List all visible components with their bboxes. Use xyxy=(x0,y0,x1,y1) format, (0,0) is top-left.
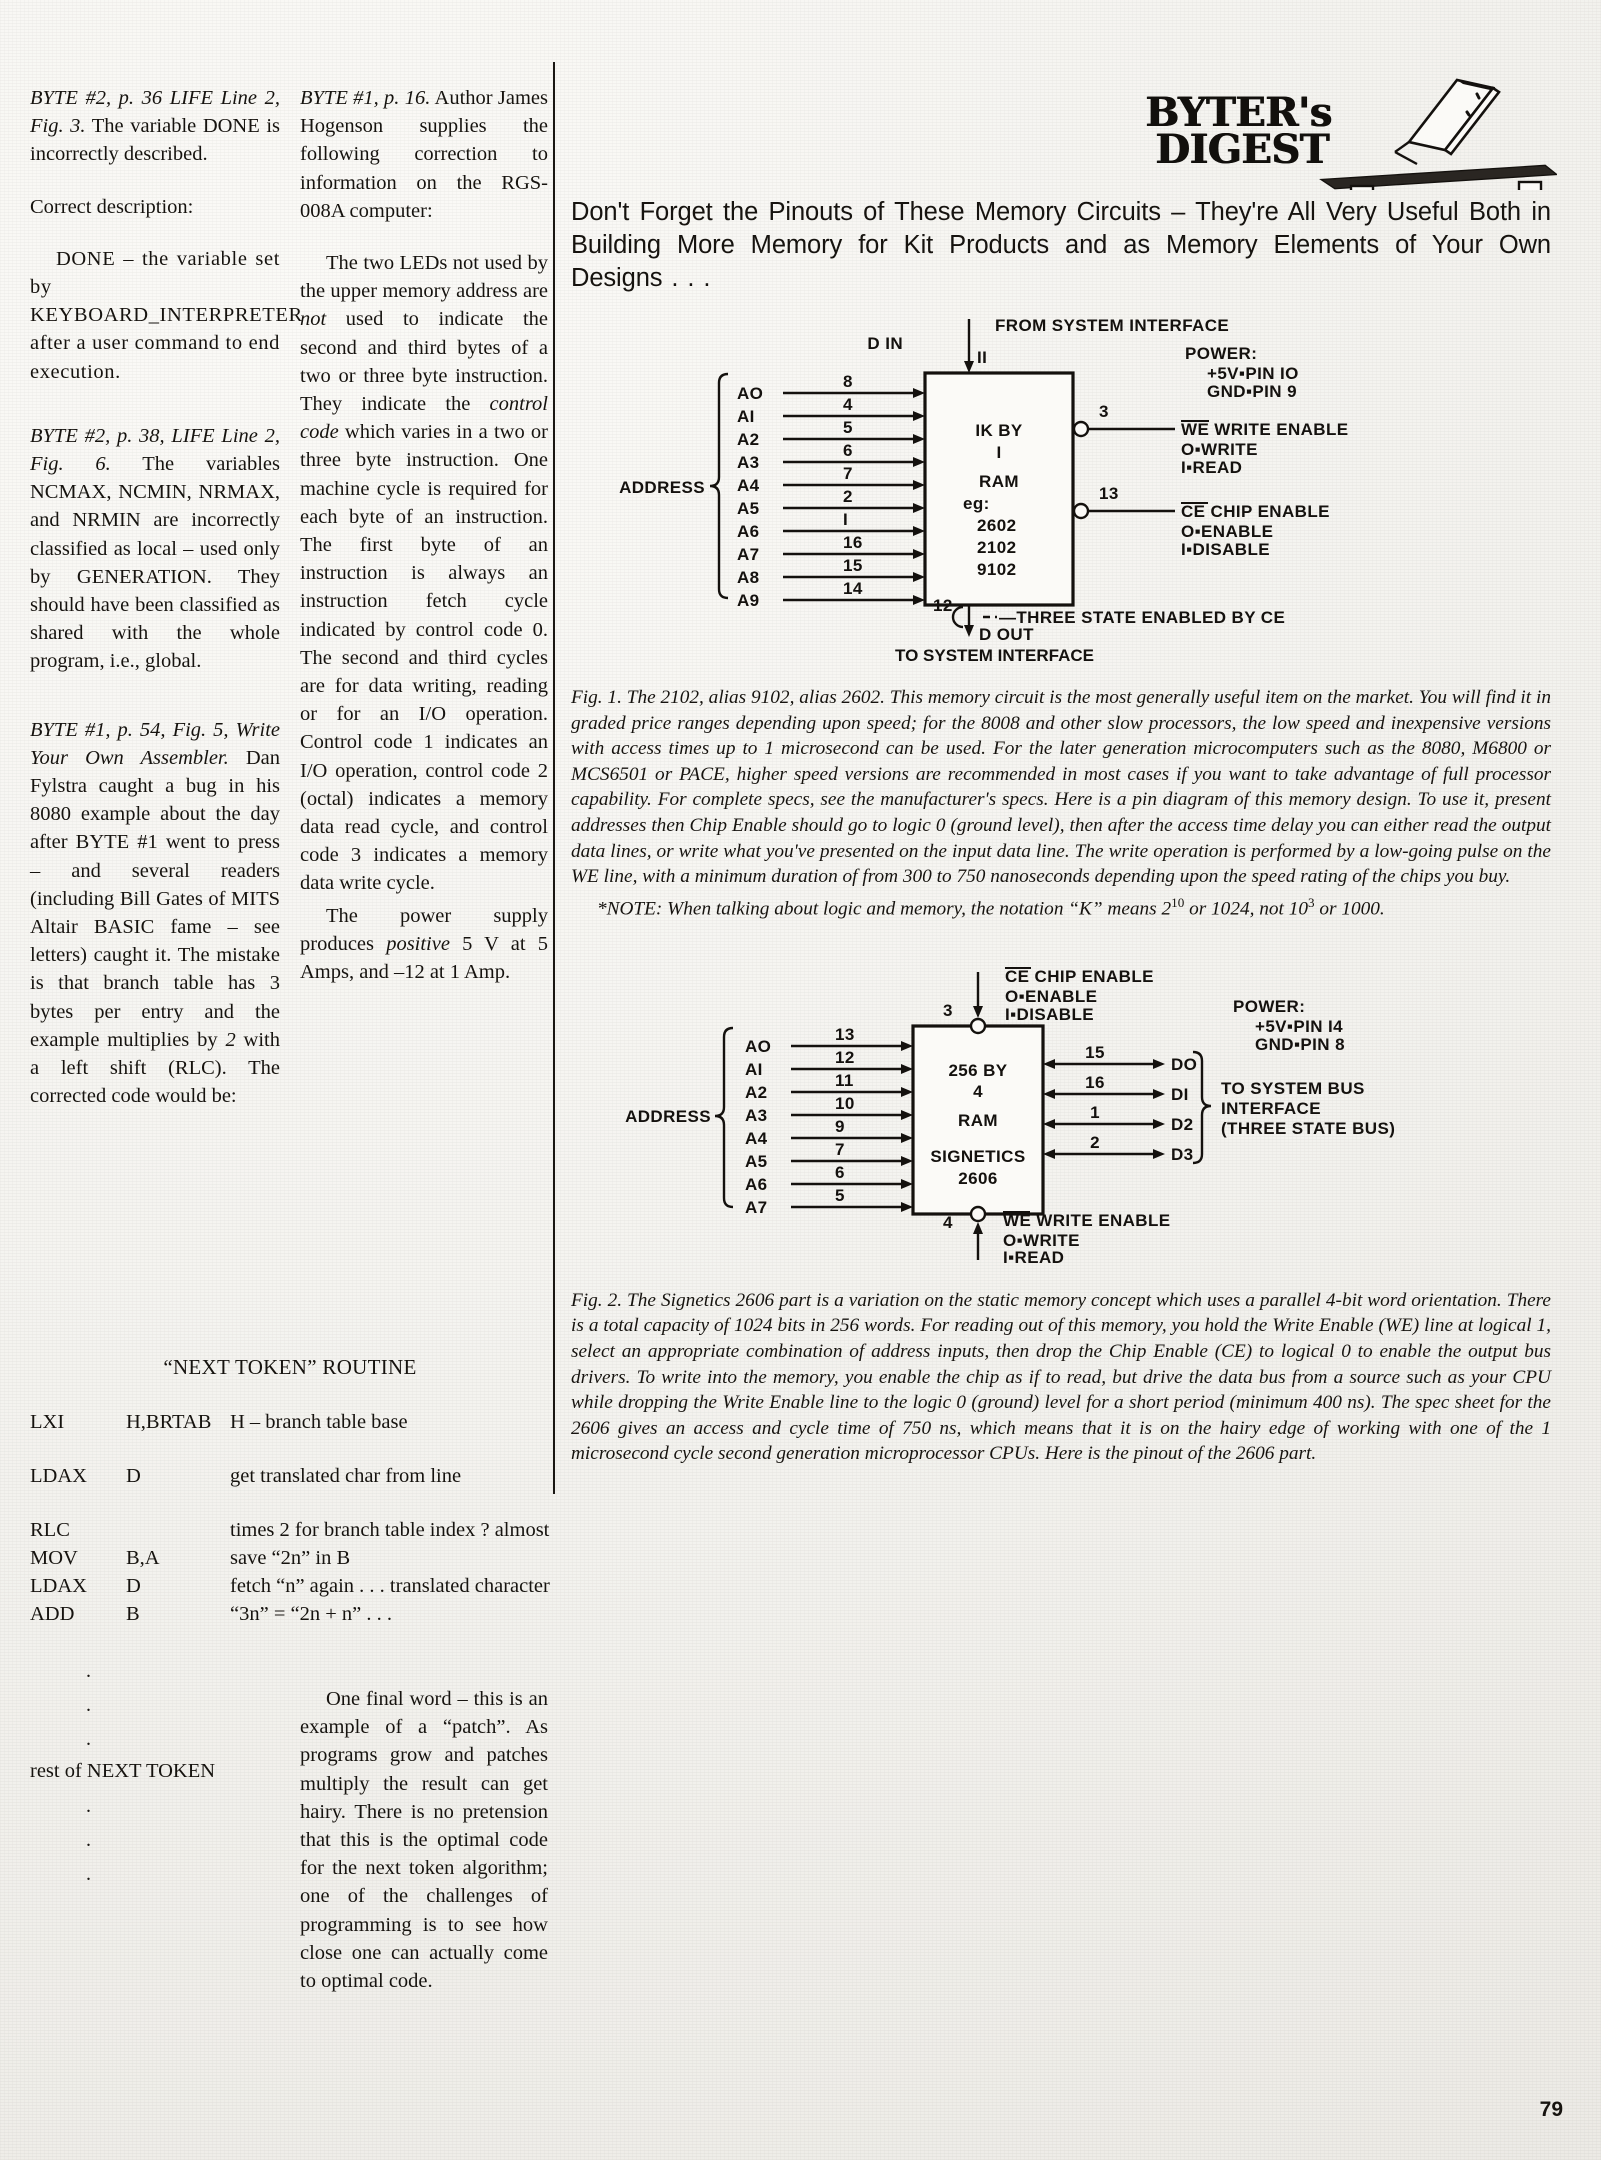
listing-row xyxy=(30,1572,550,1600)
opcode: RLC xyxy=(30,1519,70,1541)
fig1-addr-pin: 5 xyxy=(843,418,853,437)
citation-ref: BYTE #1, p. 54, Fig. 5, Write Your Own Assembler. xyxy=(30,718,280,769)
fig1-power-gnd: GND▪PIN 9 xyxy=(1207,382,1297,401)
fig1-chip-type: RAM xyxy=(979,472,1019,491)
fig1-we-read: I▪READ xyxy=(1181,458,1243,477)
seg-b: used to indicate the second and third bytes of a two or three byte instruction. They indicate the xyxy=(300,308,548,416)
tilted-book-icon xyxy=(1395,80,1499,164)
fig2-chip-capacity: 256 BY xyxy=(948,1060,1008,1080)
dot: . xyxy=(86,1863,91,1885)
fig2-power-gnd: GND▪PIN 8 xyxy=(1255,1034,1345,1054)
fig2-addr-pin: 6 xyxy=(835,1162,845,1182)
fig2-addr-name: A4 xyxy=(745,1128,768,1148)
section-headline: Don't Forget the Pinouts of These Memory Circuits – They're All Very Useful Both in Building More Memory for Kit Products and as Memory Elements of Your Own Designs . . . xyxy=(571,198,1551,292)
note-c: or 1000. xyxy=(1314,898,1385,920)
fig1-addr-name: A4 xyxy=(737,476,760,495)
fig1-addr-name: A9 xyxy=(737,591,760,610)
opcode: LDAX xyxy=(30,1575,87,1597)
fig1-chip-eg: eg: xyxy=(963,494,990,513)
comment: save “2n” in B xyxy=(230,1547,351,1569)
fig1-addr-pin: I xyxy=(843,510,849,529)
fig1-power-vcc: +5V▪PIN IO xyxy=(1207,364,1299,383)
fig2-data-pin: 2 xyxy=(1090,1132,1100,1152)
rest-of-routine-label: rest of NEXT TOKEN xyxy=(30,1760,216,1782)
fig1-threestate-label: —THREE STATE ENABLED BY CE xyxy=(999,608,1286,627)
fig2-addr-pin: 11 xyxy=(835,1070,854,1090)
opcode: LXI xyxy=(30,1411,65,1433)
dot: . xyxy=(86,1728,91,1750)
note-lead: *NOTE: xyxy=(597,898,663,920)
seg-a: The two LEDs not used by the upper memory address are xyxy=(300,252,548,303)
fig1-addr-name: A5 xyxy=(737,499,760,518)
logo-line-1: BYTER's xyxy=(1145,89,1332,136)
fig2-data-pin: 1 xyxy=(1090,1102,1100,1122)
listing-row xyxy=(30,1462,550,1490)
note-exp-3: 3 xyxy=(1307,894,1315,910)
shelf-icon xyxy=(1323,166,1555,190)
fig1-addr-name: A7 xyxy=(737,545,760,564)
note-a: When talking about logic and memory, the notation “K” means 2 xyxy=(662,898,1172,920)
fig2-data-name: D2 xyxy=(1171,1114,1194,1134)
fig2-bus-l2: INTERFACE xyxy=(1221,1098,1321,1118)
fig2-addr-pin: 13 xyxy=(835,1024,855,1044)
correction-body-tail: with a left shift (RLC). The corrected code would be: xyxy=(30,1028,280,1108)
figure-1-caption xyxy=(571,685,1551,922)
fig1-addr-name: AO xyxy=(737,384,764,403)
figure-1-diagram xyxy=(565,311,1565,671)
fig2-addr-name: A7 xyxy=(745,1197,768,1217)
fig1-chip-capacity: IK BY xyxy=(975,421,1023,440)
fig2-addr-name: AO xyxy=(745,1036,772,1056)
caption-text: The Signetics 2606 part is a variation on the static memory concept which uses a parallel 4-bit word orientation. There is a total capacity of 1024 bits in 256 words. For reading out of this memory, you hold the Write Enable (WE) line at logical 1, select an appropriate combination of address inputs, then drop the Chip Enable (CE) to logical 0 to enable the output bus drivers. To write into the memory, you enable the chip as if to read, but drive the data bus from a source such as your CPU while dropping the Write Enable line to the logic 0 (ground) level for a short period (minimum 400 ns). The spec sheet for the 2606 gives an access and cycle time of 750 ns, which means that it is on the hairy edge of working with one of the 1 microsecond cycle second generation microprocessor CPUs. Here is the pinout of the 2606 part. xyxy=(571,1289,1551,1465)
fig2-ce-disable: I▪DISABLE xyxy=(1005,1004,1094,1024)
fig2-addr-name: A5 xyxy=(745,1151,768,1171)
done-variable-description: DONE – the variable set by KEYBOARD_INTERPRETER after a user command to end execution. xyxy=(30,247,303,383)
fig1-address-bracket-label: ADDRESS xyxy=(619,478,705,497)
fig2-addr-pin: 10 xyxy=(835,1093,855,1113)
fig2-data-pin: 16 xyxy=(1085,1072,1105,1092)
dot: . xyxy=(86,1660,91,1682)
fig1-dout-label: D OUT xyxy=(979,625,1034,641)
citation-ref: BYTE #1, p. 16. xyxy=(300,87,431,109)
fig1-addr-name: A8 xyxy=(737,568,760,587)
seg-a: The power supply produces xyxy=(300,904,548,955)
fig2-bus-l1: TO SYSTEM BUS xyxy=(1221,1078,1365,1098)
fig2-power-vcc: +5V▪PIN I4 xyxy=(1255,1016,1343,1036)
figure-2-caption xyxy=(571,1288,1551,1467)
listing-spacer xyxy=(30,1436,550,1462)
fig2-data-name: D3 xyxy=(1171,1144,1194,1164)
fig2-addr-name: A2 xyxy=(745,1082,768,1102)
masthead xyxy=(565,60,1565,188)
dot: . xyxy=(86,1795,91,1817)
citation-ref: BYTE #2, p. 36 LIFE Line 2, Fig. 3. xyxy=(30,87,280,138)
operand: H,BRTAB xyxy=(126,1411,212,1433)
fig1-we-write: O▪WRITE xyxy=(1181,440,1258,459)
listing-spacer xyxy=(30,1490,550,1516)
fig2-data-name: DO xyxy=(1171,1054,1198,1074)
listing-row xyxy=(30,1516,550,1544)
operand: B,A xyxy=(126,1547,160,1569)
fig1-chip-part: 2602 xyxy=(977,516,1017,535)
fig2-addr-pin: 12 xyxy=(835,1047,855,1067)
note-b: or 1024, not 10 xyxy=(1184,898,1308,920)
fig2-addr-pin: 9 xyxy=(835,1116,845,1136)
correct-description-heading: Correct description: xyxy=(30,195,194,218)
fig2-addr-name: AI xyxy=(745,1059,763,1079)
comment: fetch “n” again . . . translated character xyxy=(230,1575,550,1597)
fig1-chip-part: 9102 xyxy=(977,560,1017,579)
fig1-we-pin: 3 xyxy=(1099,402,1109,421)
fig1-addr-pin: 7 xyxy=(843,464,853,483)
byters-digest-logo xyxy=(1127,68,1557,190)
fig2-ce-enable: O▪ENABLE xyxy=(1005,986,1098,1006)
logo-line-2: DIGEST xyxy=(1155,126,1329,173)
figure-1-note xyxy=(571,890,1551,922)
fig1-addr-name: A6 xyxy=(737,522,760,541)
fig1-addr-name: AI xyxy=(737,407,755,426)
fig2-addr-name: A6 xyxy=(745,1174,768,1194)
column-c xyxy=(565,60,1565,1467)
operand: D xyxy=(126,1575,141,1597)
fig1-chip-part: 2102 xyxy=(977,538,1017,557)
fig1-dout-pin: 12 xyxy=(933,596,953,615)
power-supply-paragraph xyxy=(300,902,548,987)
fig1-ce-pin: 13 xyxy=(1099,484,1119,503)
comment: get translated char from line xyxy=(230,1465,462,1487)
dot: . xyxy=(86,1694,91,1716)
fig2-chip-part: 2606 xyxy=(958,1168,998,1188)
fig1-addr-pin: 8 xyxy=(843,372,853,391)
fig2-ce-pin: 3 xyxy=(943,1000,953,1020)
fig1-addr-pin: 4 xyxy=(843,395,853,414)
fig2-chip-width: 4 xyxy=(973,1081,983,1101)
caption-text: The 2102, alias 9102, alias 2602. This memory circuit is the most generally useful item on the market. You will find it in graded price ranges depending upon speed; for the 8008 and other slow processors, the low speed and inexpensive versions with access times up to 1 microsecond can be used. For the later generation microcomputers such as the 8080, M6800 or MCS6501 or PACE, higher speed versions are recommended in most cases if you want to take advantage of full processor capability. For complete specs, see the manufacturer's specs. Here is a pin diagram of this memory design. To use it, present addresses then Chip Enable should go to logic 0 (ground level), then after the access time delay you can either read the output data lines, or write what you've presented on the input data line. The write operation is performed by a low-going pulse on the WE line, with a minimum duration of from 300 to 750 nanoseconds depending upon the speed rating of the chips you buy. xyxy=(571,687,1551,888)
note-exp-10: 10 xyxy=(1171,894,1185,910)
comment: “3n” = “2n + n” . . . xyxy=(230,1603,393,1625)
fig1-we-label: WE WRITE ENABLE xyxy=(1181,420,1349,439)
column-divider-rule xyxy=(553,62,555,1494)
seg-b: 5 V at 5 Amps, and –12 at 1 Amp. xyxy=(300,932,548,984)
fig2-power-title: POWER: xyxy=(1233,996,1306,1016)
correction-assembler xyxy=(30,716,280,1111)
fig2-addr-pin: 7 xyxy=(835,1139,845,1159)
listing-row xyxy=(30,1600,550,1628)
opcode: LDAX xyxy=(30,1465,87,1487)
page-number: 79 xyxy=(1539,2098,1563,2121)
listing-row xyxy=(30,1544,550,1572)
caption-lead: Fig. 2. xyxy=(571,1289,623,1311)
logo-wordmark xyxy=(1145,89,1332,173)
fig1-ce-enable: O▪ENABLE xyxy=(1181,522,1274,541)
correction-body: Author James Hogenson supplies the following correction to information on the RGS-008A computer: xyxy=(300,87,548,222)
fig1-bottom-label: TO SYSTEM INTERFACE xyxy=(895,646,1094,665)
opcode: MOV xyxy=(30,1547,78,1569)
fig2-data-name: DI xyxy=(1171,1084,1189,1104)
fig2-ce-label: CE CHIP ENABLE xyxy=(1005,966,1154,986)
fig1-chip-width: I xyxy=(996,443,1002,462)
listing-row xyxy=(30,1408,550,1436)
dot: . xyxy=(86,1829,91,1851)
fig1-from-system-interface: FROM SYSTEM INTERFACE xyxy=(995,316,1230,335)
correction-body: The variable DONE is incorrectly described. xyxy=(30,115,281,166)
operand: B xyxy=(126,1603,140,1625)
fig2-bus-l3: (THREE STATE BUS) xyxy=(1221,1118,1396,1138)
fig1-addr-name: A3 xyxy=(737,453,760,472)
correction-rgs008a xyxy=(300,84,548,225)
fig1-addr-pin: 14 xyxy=(843,579,863,598)
fig1-addr-pin: 6 xyxy=(843,441,853,460)
column-b xyxy=(300,84,548,1010)
emphasis-two: 2 xyxy=(225,1028,236,1051)
opcode: ADD xyxy=(30,1603,75,1625)
fig2-chip-type: RAM xyxy=(958,1110,998,1130)
fig2-we-label: WE WRITE ENABLE xyxy=(1003,1210,1171,1230)
emphasis-positive: positive xyxy=(386,932,450,955)
fig1-power-title: POWER: xyxy=(1185,344,1258,363)
fig2-we-write: O▪WRITE xyxy=(1003,1230,1080,1250)
citation-ref: BYTE #2, p. 38, LIFE Line 2, Fig. 6. xyxy=(30,424,280,476)
fig1-addr-pin: 15 xyxy=(843,556,863,575)
fig1-din-pin: II xyxy=(977,348,988,367)
comment: times 2 for branch table index ? almost xyxy=(230,1519,550,1541)
fig1-addr-pin: 16 xyxy=(843,533,863,552)
assembly-listing xyxy=(30,1408,550,1628)
operand xyxy=(126,1516,230,1544)
fig2-we-read: I▪READ xyxy=(1003,1247,1065,1264)
caption-lead: Fig. 1. xyxy=(571,687,622,708)
fig2-we-pin: 4 xyxy=(943,1212,953,1232)
fig1-ce-label: CE CHIP ENABLE xyxy=(1181,502,1330,521)
fig2-address-bracket-label: ADDRESS xyxy=(625,1106,711,1126)
emphasis-control-code: control code xyxy=(300,393,548,444)
correction-life-line2-fig6 xyxy=(30,422,280,676)
column-a xyxy=(30,84,303,1135)
column-b-lower xyxy=(300,1685,548,2019)
fig2-addr-name: A3 xyxy=(745,1105,768,1125)
fig2-data-pin: 15 xyxy=(1085,1042,1105,1062)
comment: H – branch table base xyxy=(230,1411,408,1433)
correction-body: The variables NCMAX, NCMIN, NRMAX, and NRMIN are incorrectly classified as local – used only by GENERATION. They should have been classified as shared with the whole program, i.e., global. xyxy=(30,453,280,673)
figure-2-diagram xyxy=(565,964,1565,1264)
listing-title: “NEXT TOKEN” ROUTINE xyxy=(163,1355,417,1379)
fig1-ce-disable: I▪DISABLE xyxy=(1181,540,1270,559)
fig2-addr-pin: 5 xyxy=(835,1185,845,1205)
led-control-code-paragraph xyxy=(300,249,548,898)
operand: D xyxy=(126,1465,141,1487)
seg-c: which varies in a two or three byte instruction. One machine cycle is required for each byte of an instruction. The first byte of an instruction is always an instruction fetch cycle indicated by control code 0. The second and third cycles are for data writing, reading or for an I/O operation. Control code 1 indicates an I/O operation, control code 2 (octal) indicates a memory data read cycle, and control code 3 indicates a memory data write cycle. xyxy=(300,421,548,895)
emphasis-not: not xyxy=(300,308,327,331)
final-word-paragraph: One final word – this is an example of a “patch”. As programs grow and patches multiply the result can get hairy. There is no pretension that this is the optimal code for the next token algorithm; one of the challenges of programming is to see how close one can actually come to optimal code. xyxy=(300,1688,548,1993)
correction-body: Dan Fylstra caught a bug in his 8080 example about the day after BYTE #1 went to press – and several readers (including Bill Gates of MITS Altair BASIC fame – see letters) caught it. The mistake is that branch table has 3 bytes per entry and the example multiplies by xyxy=(30,746,280,1051)
fig1-addr-name: A2 xyxy=(737,430,760,449)
fig2-chip-vendor: SIGNETICS xyxy=(930,1146,1026,1166)
fig1-addr-pin: 2 xyxy=(843,487,853,506)
fig1-din-label: D IN xyxy=(867,334,903,353)
correction-life-line2-fig3 xyxy=(30,84,280,169)
